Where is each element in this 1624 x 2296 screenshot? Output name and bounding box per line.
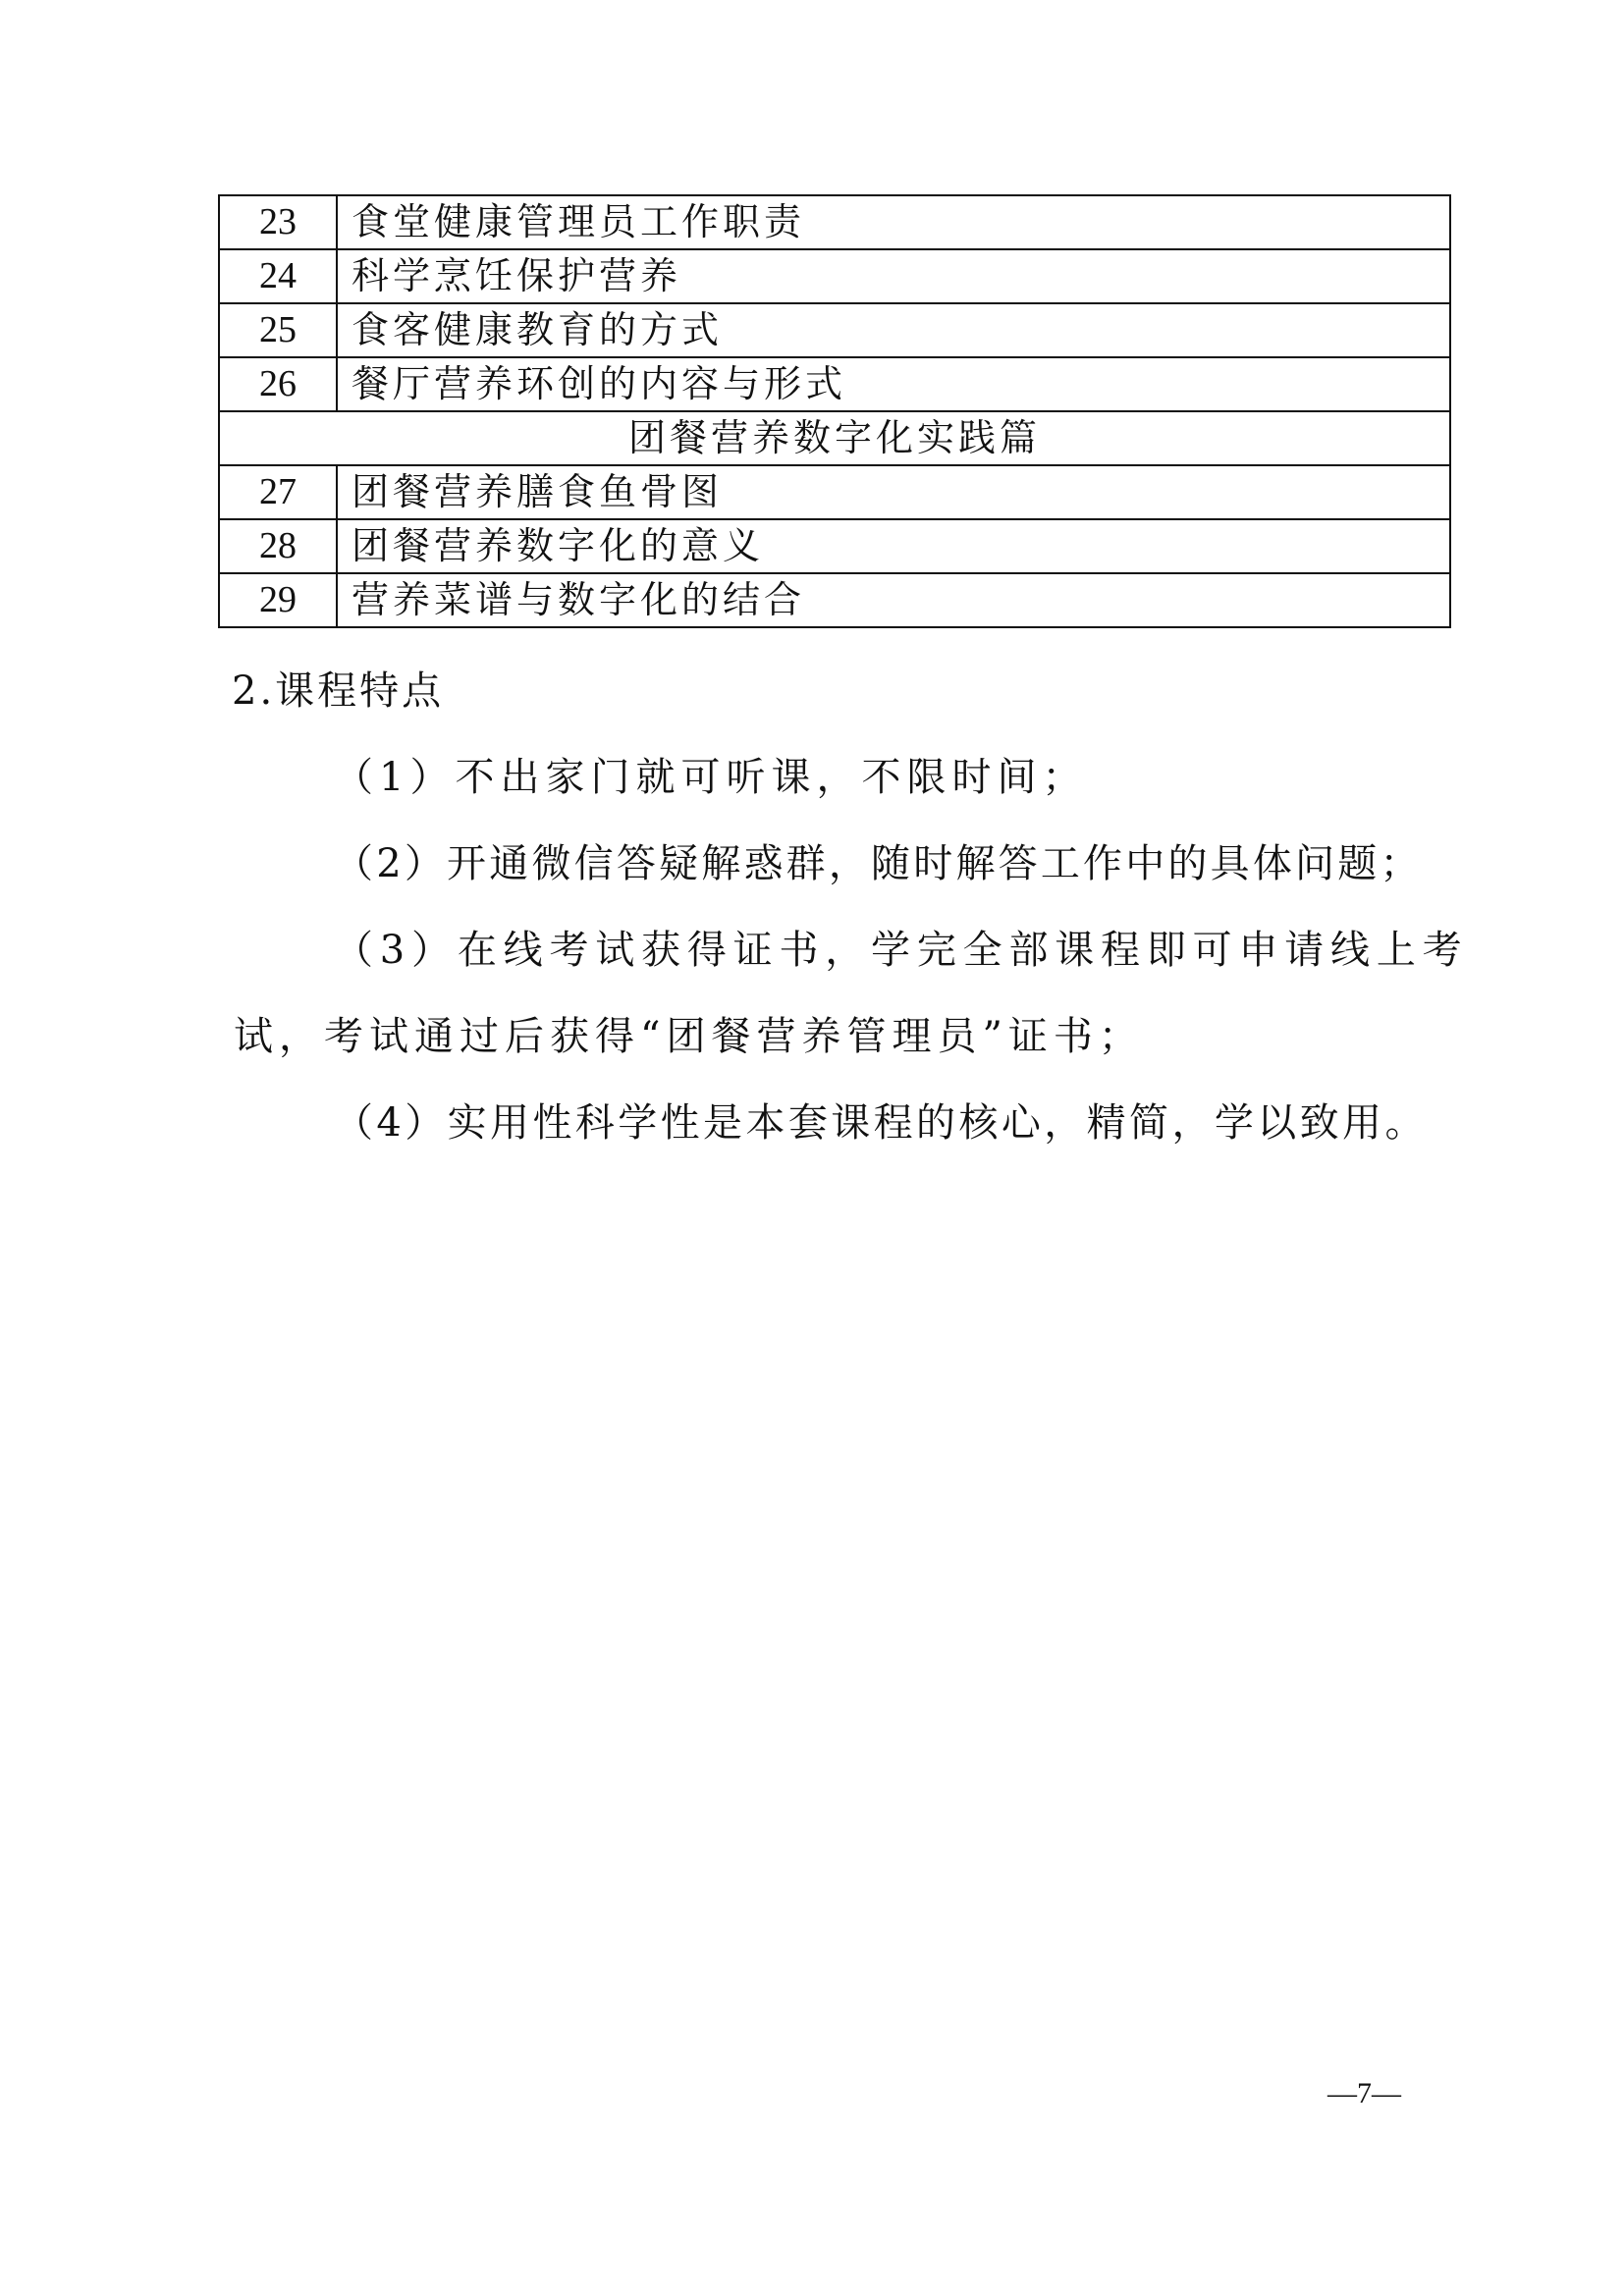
row-number: 27 (219, 465, 337, 519)
feature-item: （2）开通微信答疑解惑群，随时解答工作中的具体问题； (334, 841, 1423, 886)
table-row (219, 303, 1450, 357)
course-table (218, 194, 1451, 628)
course-title: 团餐营养膳食鱼骨图 (337, 465, 1450, 519)
table-row (219, 357, 1450, 411)
feature-item: （4）实用性科学性是本套课程的核心，精简，学以致用。 (334, 1100, 1428, 1146)
table-row (219, 519, 1450, 573)
row-number: 28 (219, 519, 337, 573)
row-number: 25 (219, 303, 337, 357)
row-number: 24 (219, 249, 337, 303)
course-title: 食客健康教育的方式 (337, 303, 1450, 357)
feature-item-continuation: 试，考试通过后获得“团餐营养管理员”证书； (234, 1014, 1144, 1059)
section-title: 团餐营养数字化实践篇 (219, 411, 1450, 465)
page-number: —7— (1327, 2077, 1401, 2109)
table-section-row (219, 411, 1450, 465)
course-title: 团餐营养数字化的意义 (337, 519, 1450, 573)
table-row (219, 465, 1450, 519)
table-row (219, 249, 1450, 303)
course-title: 食堂健康管理员工作职责 (337, 195, 1450, 249)
row-number: 23 (219, 195, 337, 249)
section-heading: 2.课程特点 (232, 668, 445, 714)
row-number: 26 (219, 357, 337, 411)
feature-item: （1）不出家门就可听课，不限时间； (334, 755, 1088, 800)
row-number: 29 (219, 573, 337, 627)
course-title: 营养菜谱与数字化的结合 (337, 573, 1450, 627)
table-row (219, 195, 1450, 249)
course-title: 科学烹饪保护营养 (337, 249, 1450, 303)
feature-item: （3）在线考试获得证书，学完全部课程即可申请线上考 (334, 928, 1469, 973)
course-title: 餐厅营养环创的内容与形式 (337, 357, 1450, 411)
table-row (219, 573, 1450, 627)
